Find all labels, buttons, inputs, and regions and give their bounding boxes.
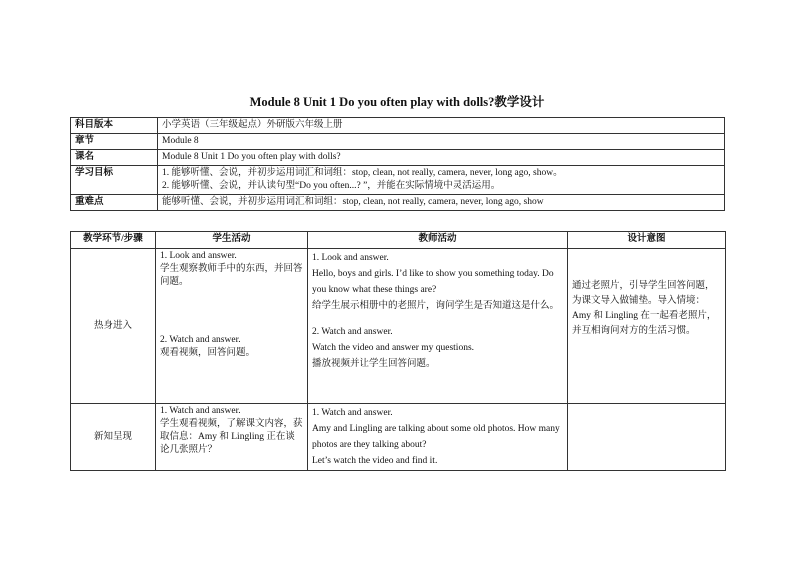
- info-label: 重难点: [71, 195, 158, 211]
- activity-header-row: [71, 232, 726, 249]
- student-activity: [156, 249, 308, 404]
- student-line: 1. Watch and answer.: [160, 406, 241, 416]
- teacher-line: 给学生展示相册中的老照片，询问学生是否知道这是什么。: [312, 301, 560, 311]
- objective-line: 2. 能够听懂、会说，并认读句型“Do you often...? ”，并能在实际情境中灵活运用。: [162, 181, 501, 191]
- student-line: 2. Watch and answer.: [160, 335, 241, 345]
- design-intent: [568, 404, 726, 471]
- activity-table: [70, 231, 726, 471]
- teacher-line: Let’s watch the video and find it.: [312, 456, 438, 466]
- teacher-line: 播放视频并让学生回答问题。: [312, 359, 436, 369]
- teacher-activity: [308, 404, 568, 471]
- info-row: [71, 195, 725, 211]
- info-label: 学习目标: [71, 166, 158, 195]
- teacher-line: 2. Watch and answer.: [312, 327, 393, 337]
- objective-line: 1. 能够听懂、会说，并初步运用词汇和词组：stop, clean, not really, camera, never, long ago, show。: [162, 168, 563, 178]
- course-info-table: [70, 117, 725, 211]
- header-intent: 设计意图: [568, 232, 726, 249]
- teacher-line: 1. Watch and answer.: [312, 408, 393, 418]
- teacher-line: 1. Look and answer.: [312, 253, 389, 263]
- teacher-line: Watch the video and answer my questions.: [312, 343, 475, 353]
- teacher-line: Hello, boys and girls. I’d like to show you something today. Do you know what these things are?: [312, 269, 554, 295]
- info-label: 章节: [71, 134, 158, 150]
- student-line: 学生观察教师手中的东西，并回答问题。: [160, 264, 303, 287]
- teacher-line: Amy and Lingling are talking about some old photos. How many photos are they talking about?: [312, 424, 560, 450]
- student-line: 1. Look and answer.: [160, 251, 237, 261]
- stage-cell: 热身进入: [71, 249, 156, 404]
- info-row: [71, 118, 725, 134]
- student-activity: [156, 404, 308, 471]
- header-teacher: 教师活动: [308, 232, 568, 249]
- info-value: Module 8 Unit 1 Do you often play with dolls?: [158, 150, 725, 166]
- activity-row: [71, 404, 726, 471]
- student-line: 学生观看视频，了解课文内容，获取信息：Amy 和 Lingling 正在谈论几张照片？: [160, 419, 303, 455]
- design-intent: 通过老照片，引导学生回答问题，为课文导入做铺垫。导入情境：Amy 和 Lingling 在一起看老照片，并互相询问对方的生活习惯。: [568, 249, 726, 404]
- info-row: [71, 166, 725, 195]
- info-value: [158, 166, 725, 195]
- activity-row: [71, 249, 726, 404]
- info-value: 能够听懂、会说，并初步运用词汇和词组：stop, clean, not really, camera, never, long ago, show: [158, 195, 725, 211]
- info-value: Module 8: [158, 134, 725, 150]
- page-title: Module 8 Unit 1 Do you often play with dolls?教学设计: [249, 95, 545, 109]
- stage-cell: 新知呈现: [71, 404, 156, 471]
- teacher-activity: [308, 249, 568, 404]
- info-value: 小学英语（三年级起点）外研版六年级上册: [158, 118, 725, 134]
- student-line: 观看视频，回答问题。: [160, 348, 256, 358]
- header-student: 学生活动: [156, 232, 308, 249]
- header-stage: 教学环节/步骤: [71, 232, 156, 249]
- info-label: 科目版本: [71, 118, 158, 134]
- info-row: [71, 150, 725, 166]
- info-label: 课名: [71, 150, 158, 166]
- info-row: [71, 134, 725, 150]
